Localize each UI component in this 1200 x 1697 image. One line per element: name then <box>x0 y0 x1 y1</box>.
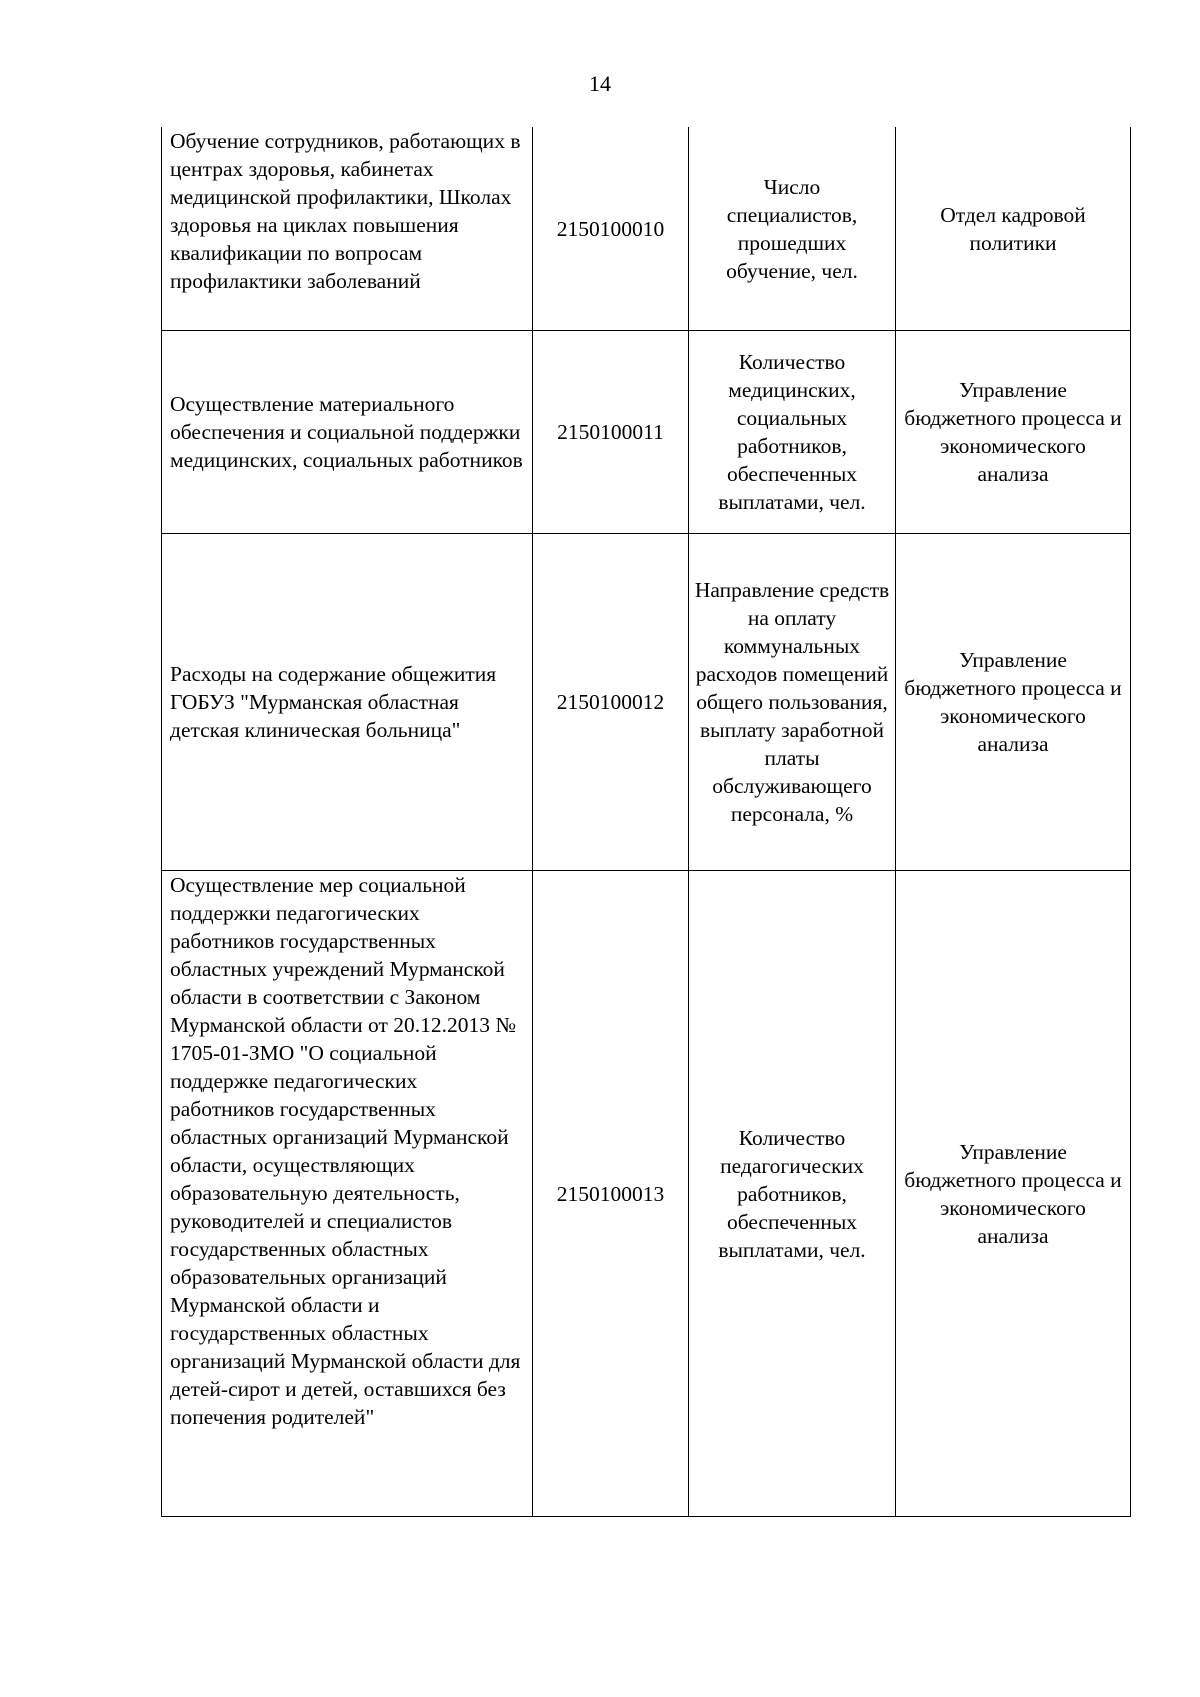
measures-table <box>161 127 1131 1517</box>
responsible-cell: Управление бюджетного процесса и экономического анализа <box>896 534 1131 871</box>
indicator-cell: Количество медицинских, социальных работников, обеспеченных выплатами, чел. <box>689 331 896 534</box>
measure-name-cell: Осуществление материального обеспечения и социальной поддержки медицинских, социальных работников <box>162 331 533 534</box>
responsible-cell: Управление бюджетного процесса и экономического анализа <box>896 871 1131 1517</box>
table-row <box>162 534 1131 871</box>
measure-name-cell: Обучение сотрудников, работающих в центрах здоровья, кабинетах медицинской профилактики, Школах здоровья на циклах повышения квалификации по вопросам профилактики заболеваний <box>162 127 533 331</box>
table-row <box>162 331 1131 534</box>
page-number: 14 <box>589 71 611 96</box>
indicator-cell: Направление средств на оплату коммунальных расходов помещений общего пользования, выплату заработной платы обслуживающего персонала, % <box>689 534 896 871</box>
indicator-cell: Количество педагогических работников, обеспеченных выплатами, чел. <box>689 871 896 1517</box>
table-row <box>162 871 1131 1517</box>
budget-code-cell: 2150100011 <box>533 331 689 534</box>
responsible-cell: Управление бюджетного процесса и экономического анализа <box>896 331 1131 534</box>
budget-code-cell: 2150100012 <box>533 534 689 871</box>
measure-name-cell: Расходы на содержание общежития ГОБУЗ "Мурманская областная детская клиническая больница" <box>162 534 533 871</box>
budget-code-cell: 2150100010 <box>533 127 689 331</box>
indicator-cell: Число специалистов, прошедших обучение, чел. <box>689 127 896 331</box>
budget-code-cell: 2150100013 <box>533 871 689 1517</box>
measure-name-cell: Осуществление мер социальной поддержки педагогических работников государственных областных учреждений Мурманской области в соответствии с Законом Мурманской области от 20.12.2013 № 1705-01-ЗМО "О социальной поддержке педагогических работников государственных областных организаций Мурманской области, осуществляющих образовательную деятельность, руководителей и специалистов государственных областных образовательных организаций Мурманской области и государственных областных организаций Мурманской области для детей-сирот и детей, оставшихся без попечения родителей" <box>162 871 533 1517</box>
responsible-cell: Отдел кадровой политики <box>896 127 1131 331</box>
table-row <box>162 127 1131 331</box>
